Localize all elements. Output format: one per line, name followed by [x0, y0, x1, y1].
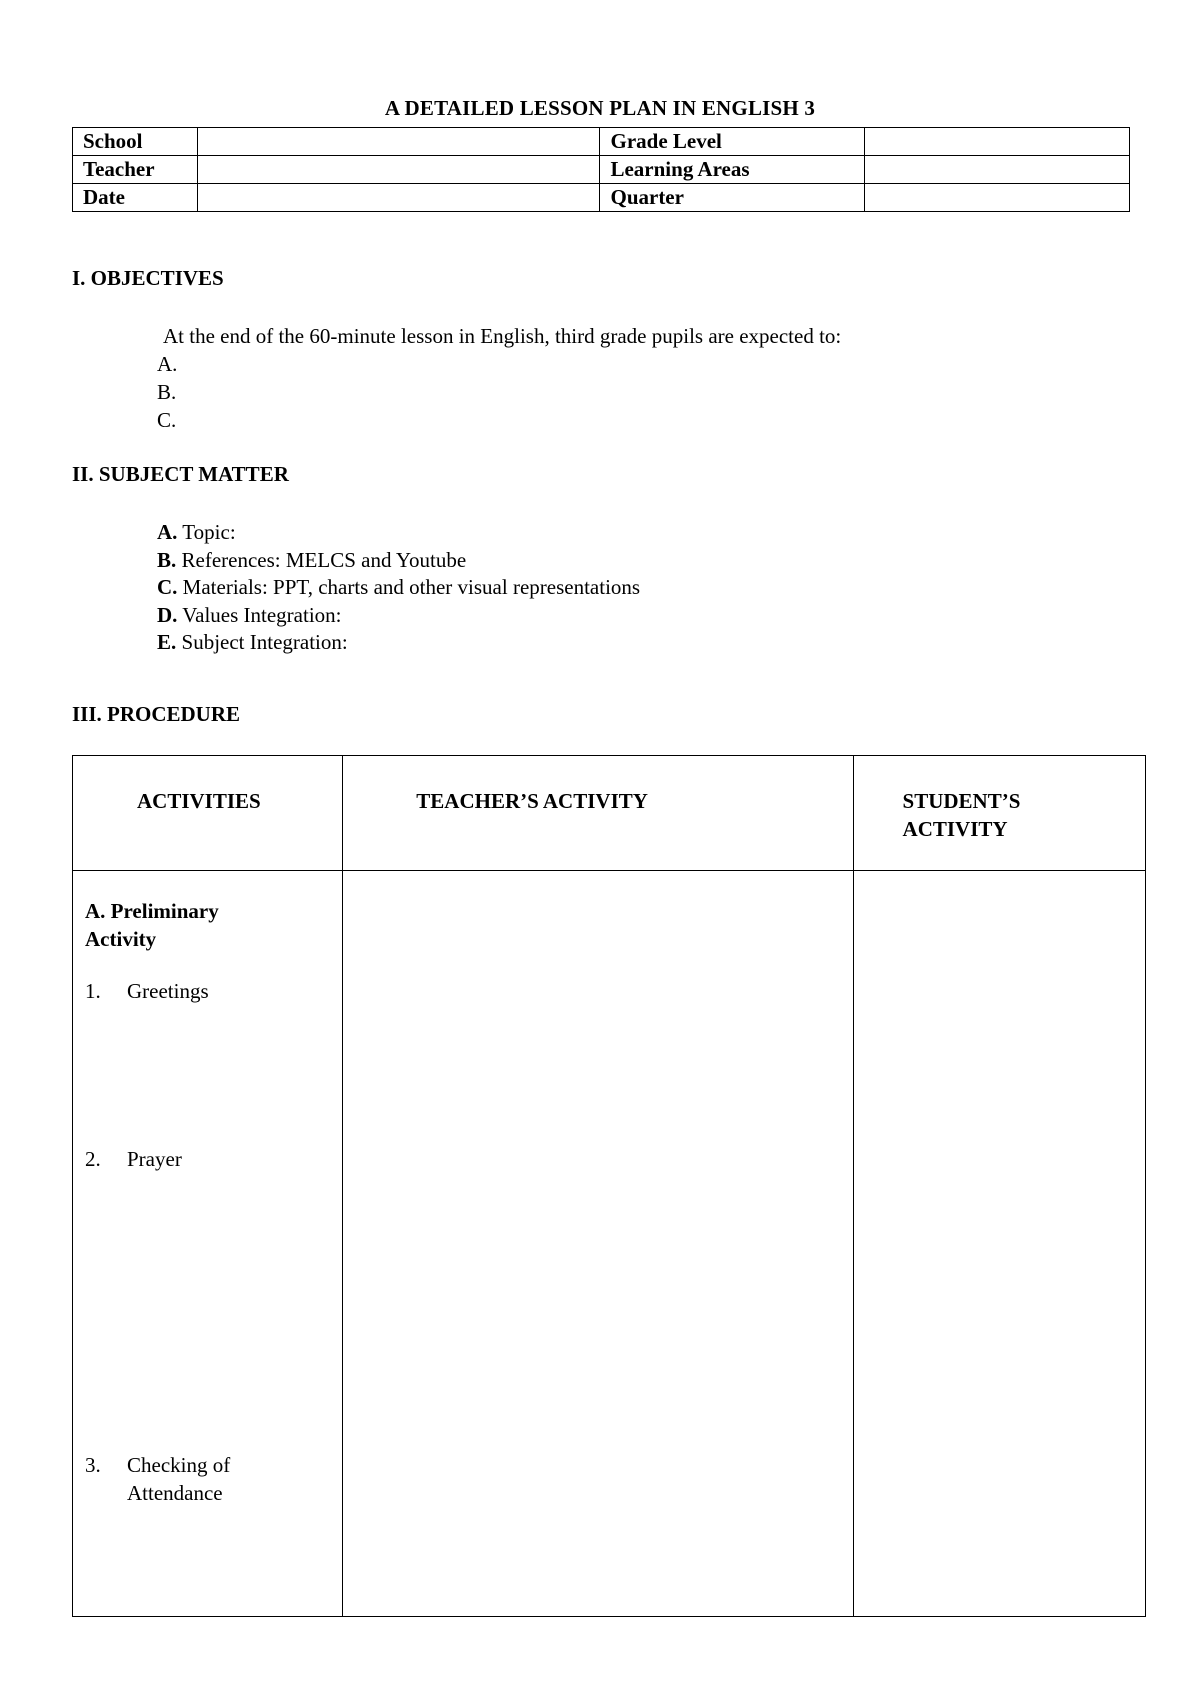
subject-matter-list: [157, 519, 640, 657]
document-title: A DETAILED LESSON PLAN IN ENGLISH 3: [384, 96, 816, 120]
objective-a: A.: [157, 352, 178, 376]
procedure-body-row: [73, 871, 1146, 1617]
info-table: [72, 127, 1130, 212]
procedure-heading: III. PROCEDURE: [72, 702, 241, 726]
grade-level-value: [865, 128, 1130, 156]
date-label: Date: [73, 184, 198, 212]
subject-item-topic: A. Topic:: [157, 520, 236, 544]
step-prayer: 2. Prayer: [85, 1147, 182, 1171]
col-header-teacher-activity: TEACHER’S ACTIVITY: [343, 756, 853, 871]
step-attendance: 3. Checking of Attendance: [85, 1453, 231, 1505]
objectives-intro: At the end of the 60-minute lesson in English, third grade pupils are expected to:: [163, 324, 842, 348]
subject-matter-heading: II. SUBJECT MATTER: [72, 462, 289, 486]
subject-item-references: B. References: MELCS and Youtube: [157, 547, 467, 572]
grade-level-label: Grade Level: [600, 128, 865, 156]
info-row-school: [73, 128, 1130, 156]
objectives-heading: I. OBJECTIVES: [72, 266, 224, 290]
col-header-student-activity: STUDENT’S ACTIVITY: [853, 756, 1145, 871]
learning-areas-label: Learning Areas: [600, 156, 865, 184]
date-value: [197, 184, 600, 212]
subject-item-materials: C. Materials: PPT, charts and other visual representations: [157, 575, 641, 599]
teacher-value: [197, 156, 600, 184]
objective-c: C.: [157, 408, 177, 432]
info-row-teacher: [73, 156, 1130, 184]
quarter-label: Quarter: [600, 184, 865, 212]
student-activity-cell: [853, 871, 1145, 1617]
preliminary-activity-label: A. Preliminary Activity: [85, 899, 219, 951]
teacher-label: Teacher: [73, 156, 198, 184]
subject-item-integration: E. Subject Integration:: [157, 630, 348, 654]
activities-cell: [73, 871, 343, 1617]
info-row-date: [73, 184, 1130, 212]
objective-b: B.: [157, 380, 177, 404]
school-label: School: [73, 128, 198, 156]
school-value: [197, 128, 600, 156]
quarter-value: [865, 184, 1130, 212]
procedure-table: [72, 755, 1146, 1617]
teacher-activity-cell: [343, 871, 853, 1617]
col-header-activities: ACTIVITIES: [73, 756, 343, 871]
subject-item-values: D. Values Integration:: [157, 602, 342, 627]
learning-areas-value: [865, 156, 1130, 184]
procedure-header-row: [73, 756, 1146, 871]
step-greetings: 1. Greetings: [85, 979, 209, 1003]
